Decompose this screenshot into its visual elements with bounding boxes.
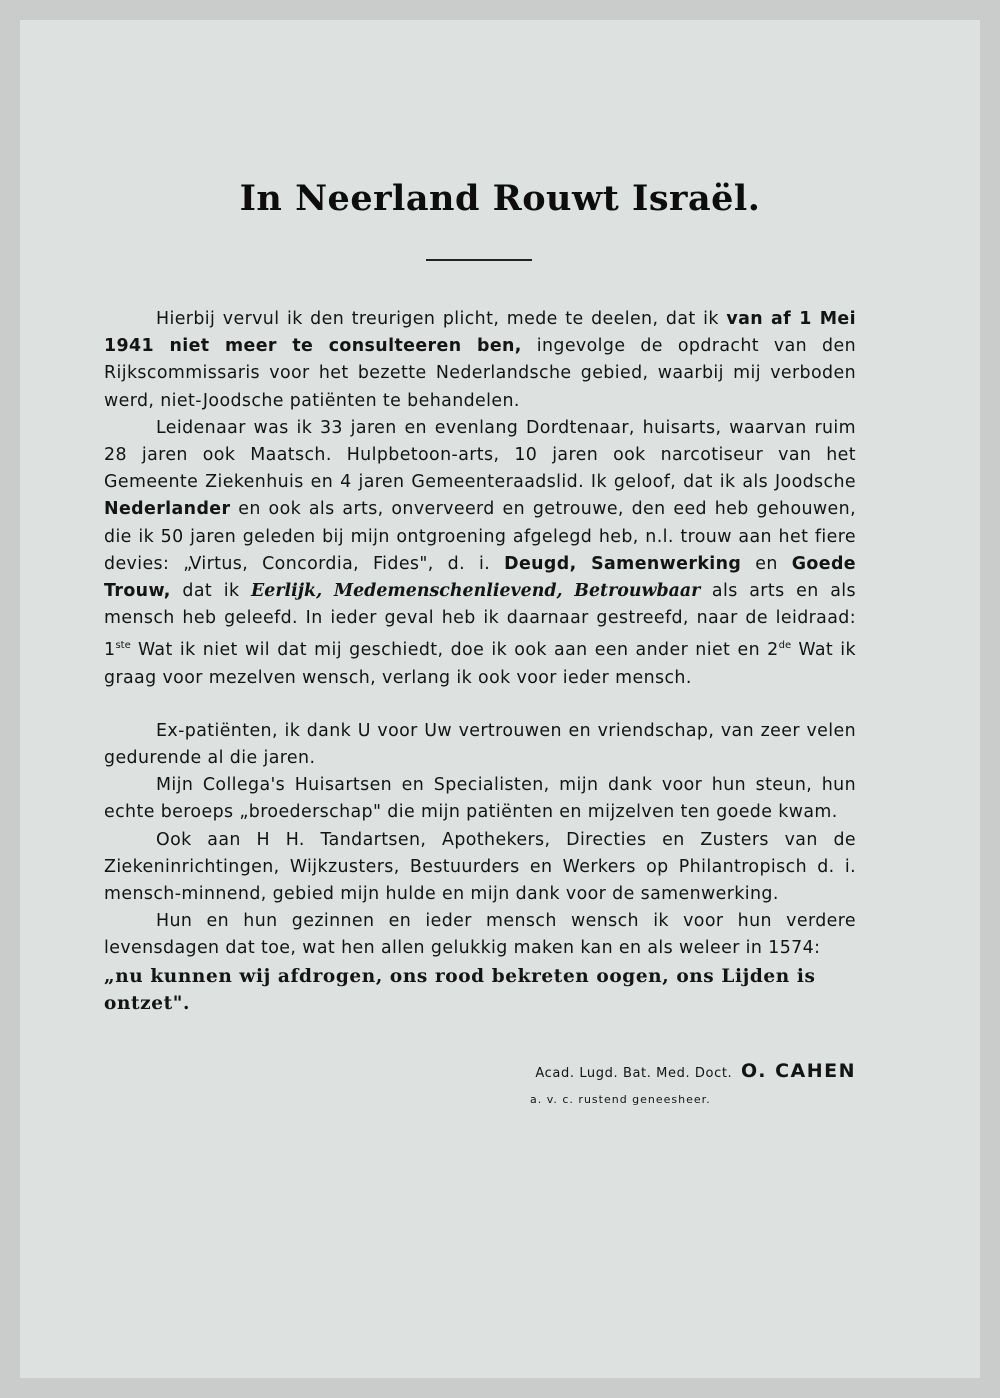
paragraph-1: Hierbij vervul ik den treurigen plicht, mede te deelen, dat ik van af 1 Mei 1941 niet meer te consulteeren ben, ingevolge de opdracht van den Rijkscommissaris voor het bezette Nederlandsche gebied, waarbij mij verboden werd, niet-Joodsche patiënten te behandelen. [104, 309, 856, 411]
letter-body [104, 306, 856, 1017]
document-title: In Neerland Rouwt Israël. [239, 178, 761, 219]
signature-title: Acad. Lugd. Bat. Med. Doct. [535, 1066, 733, 1081]
paragraph-6: Hun en hun gezinnen en ieder mensch wensch ik voor hun verdere levensdagen dat toe, wat hen allen gelukkig maken kan en als weleer in 1574: [104, 911, 856, 959]
signature-subtitle: a. v. c. rustend geneesheer. [530, 1093, 711, 1106]
gothic-virtues: Eerlijk, Medemenschenlievend, Betrouwbaar [251, 581, 701, 602]
paragraph-2: Leidenaar was ik 33 jaren en evenlang Dordtenaar, huisarts, waarvan ruim 28 jaren ook Maatsch. Hulpbetoon-arts, 10 jaren ook narcotiseur van het Gemeente Ziekenhuis en 4 jaren Gemeenteraadslid. Ik geloof, dat ik als Joodsche Nederlander en ook als arts, onverveerd en getrouwe, den eed heb gehouwen, die ik 50 jaren geleden bij mijn ontgroening afgelegd heb, n.l. trouw aan het fiere devies: „Virtus, Concordia, Fides", d. i. Deugd, Samenwerking en Goede Trouw, dat ik Eerlijk, Medemenschenlievend, Betrouwbaar als arts en als mensch heb geleefd. In ieder geval heb ik daarnaar gestreefd, naar de leidraad: 1ste Wat ik niet wil dat mij geschiedt, doe ik ook aan een ander niet en 2de Wat ik graag voor mezelven wensch, verlang ik ook voor ieder mensch. [104, 417, 857, 688]
paragraph-3: Ex-patiënten, ik dank U voor Uw vertrouwen en vriendschap, van zeer velen gedurende al die jaren. [104, 720, 856, 769]
signature-name: O. CAHEN [741, 1060, 856, 1082]
signature-line [535, 1060, 856, 1082]
closing-quote: „nu kunnen wij afdrogen, ons rood bekreten oogen, ons Lijden is ontzet". [104, 965, 816, 1014]
paragraph-4: Mijn Collega's Huisartsen en Specialisten, mijn dank voor hun steun, hun echte beroeps „broederschap" die mijn patiënten en mijzelven ten goede kwam. [104, 775, 856, 823]
title-divider [426, 259, 532, 261]
paragraph-5: Ook aan H H. Tandartsen, Apothekers, Directies en Zusters van de Ziekeninrichtingen, Wijkzusters, Bestuurders en Werkers op Philantropisch d. i. mensch-minnend, gebied mijn hulde en mijn dank voor de samenwerking. [104, 829, 856, 905]
bold-date-statement: van af 1 Mei 1941 niet meer te consulteeren ben, [104, 309, 856, 357]
document-sheet [20, 20, 980, 1378]
